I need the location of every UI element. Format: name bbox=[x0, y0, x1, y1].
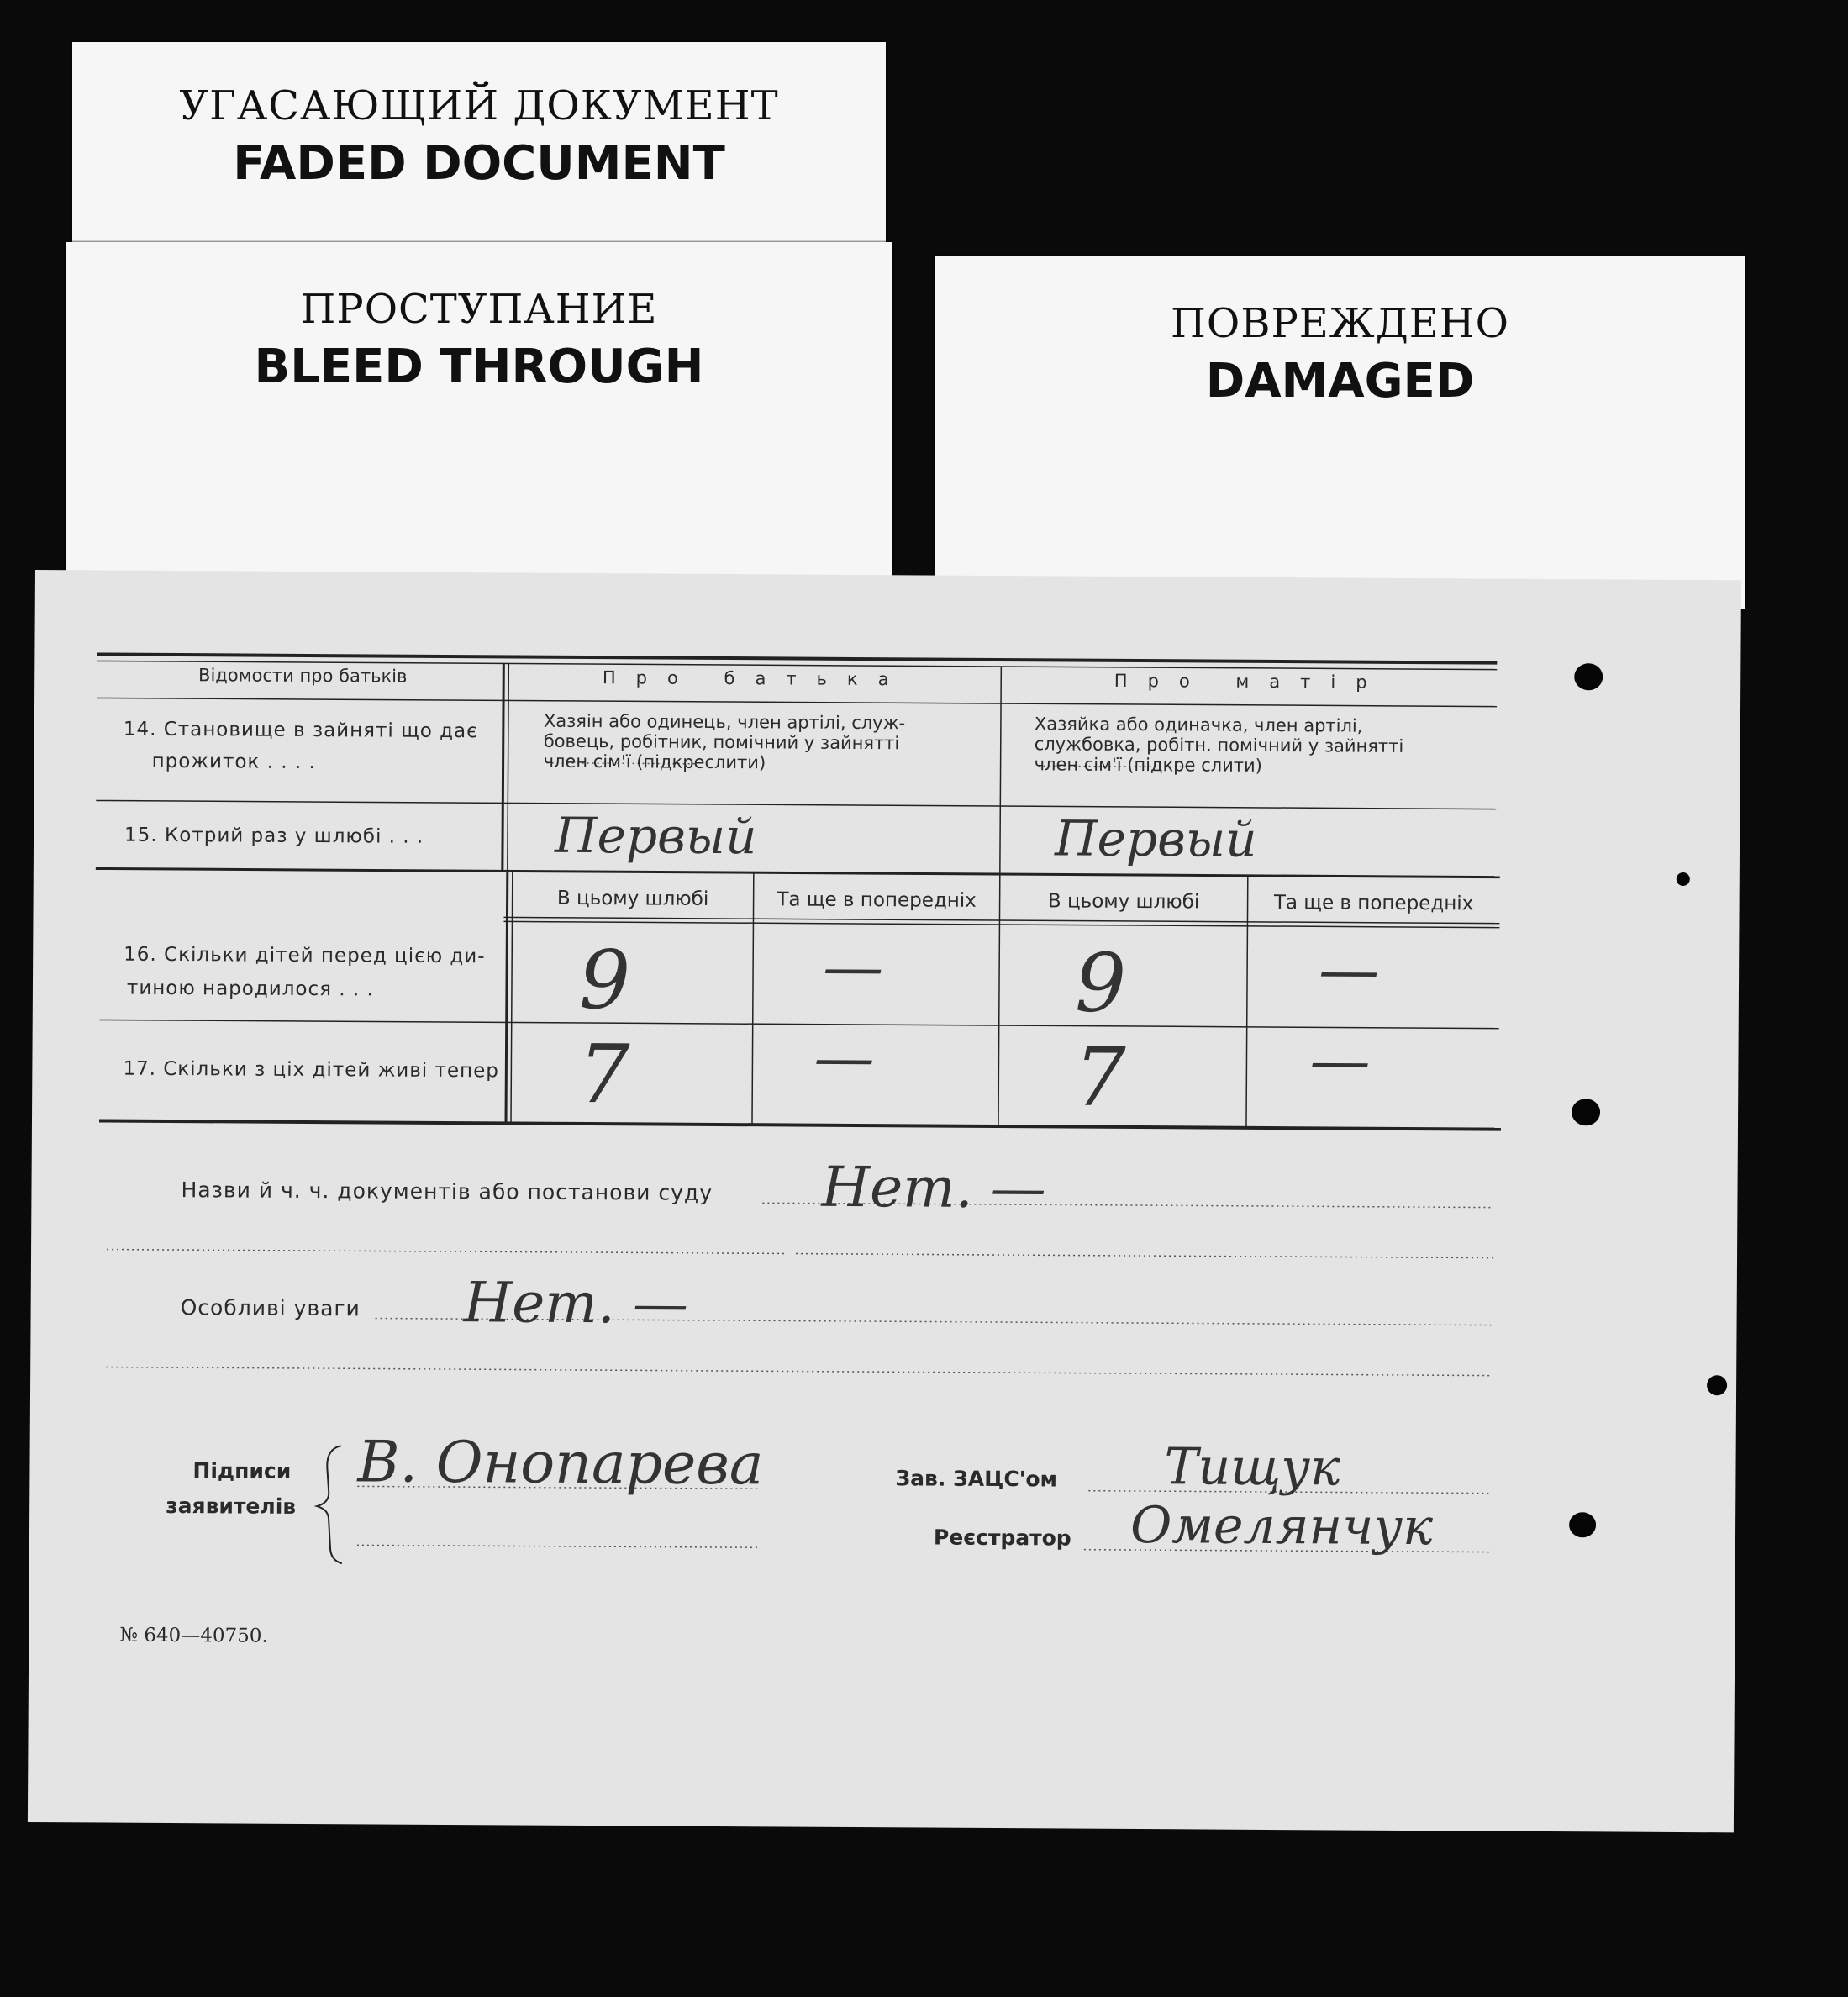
form-number: № 640—40750. bbox=[119, 1624, 268, 1647]
applicants-label-line2: заявителів bbox=[166, 1493, 297, 1519]
applicants-label-line1: Підписи bbox=[192, 1458, 292, 1483]
row16-mother-this: 9 bbox=[1074, 935, 1127, 1030]
row17-label: 17. Скільки з ціх дітей живі тепер bbox=[123, 1057, 499, 1083]
row14-father-line2: бовець, робітник, помічний у зайнятті bbox=[543, 730, 900, 754]
head-label: Зав. ЗАЦС'ом bbox=[895, 1466, 1058, 1492]
registrar-label: Реєстратор bbox=[933, 1525, 1071, 1551]
subheader-mother-previous: Та ще в попередніх bbox=[1273, 892, 1474, 915]
bleed-through-en: BLEED THROUGH bbox=[254, 340, 704, 394]
subheader-father-previous: Та ще в попередніх bbox=[777, 888, 977, 912]
bleed-through-ru: ПРОСТУПАНИЕ bbox=[300, 286, 658, 333]
row15-father-marriage-count: Первый bbox=[554, 806, 757, 866]
faded-document-ru: УГАСАЮЩИЙ ДОКУМЕНТ bbox=[179, 82, 779, 129]
row14-father-line1: Хазяін або одинець, член артілі, служ- bbox=[543, 710, 906, 734]
row15-mother-marriage-count: Первый bbox=[1054, 809, 1257, 868]
punch-hole bbox=[1574, 663, 1603, 690]
row17-mother-prev: — bbox=[1309, 1025, 1371, 1096]
remarks-label: Особливі уваги bbox=[180, 1295, 361, 1321]
registrar-signature: Омелянчук bbox=[1129, 1495, 1434, 1557]
punch-hole bbox=[1569, 1512, 1596, 1537]
registration-form bbox=[28, 570, 1741, 1832]
header-parents-info: Відомости про батьків bbox=[198, 665, 408, 687]
faded-document-en: FADED DOCUMENT bbox=[233, 136, 725, 191]
row14-label-line2: прожиток . . . . bbox=[151, 750, 316, 774]
subheader-father-this-marriage: В цьому шлюбі bbox=[556, 887, 709, 910]
damaged-ru: ПОВРЕЖДЕНО bbox=[1170, 300, 1510, 347]
row14-mother-line1: Хазяйка або одиначка, член артілі, bbox=[1034, 714, 1363, 736]
damaged-en: DAMAGED bbox=[1205, 354, 1475, 408]
punch-hole bbox=[1572, 1099, 1600, 1125]
row17-father-prev: — bbox=[813, 1021, 875, 1093]
row14-father-line3: член сім'ї (підкреслити) bbox=[543, 751, 766, 773]
punch-hole bbox=[1677, 872, 1690, 886]
row17-father-this: 7 bbox=[578, 1026, 630, 1122]
header-about-father: Про батька bbox=[602, 667, 909, 690]
row16-father-prev: — bbox=[822, 930, 884, 1003]
documents-label: Назви й ч. ч. документів або постанови суду bbox=[181, 1178, 713, 1205]
row16-label-line2: тиною народилося . . . bbox=[126, 977, 374, 1001]
row16-mother-prev: — bbox=[1318, 934, 1380, 1005]
row14-mother-line3: член сім'ї (підкре слити) bbox=[1034, 754, 1262, 776]
documents-value: Нет. — bbox=[821, 1154, 1046, 1221]
bleed-through-card bbox=[66, 242, 892, 578]
damaged-card bbox=[935, 256, 1745, 609]
applicant-signature: В. Онопарева bbox=[357, 1429, 764, 1499]
row14-label-line1: 14. Становище в зайняті що дає bbox=[123, 718, 478, 743]
header-about-mother: Про матір bbox=[1114, 670, 1387, 693]
row17-mother-this: 7 bbox=[1073, 1030, 1126, 1125]
remarks-value: Нет. — bbox=[463, 1270, 689, 1336]
punch-hole bbox=[1707, 1375, 1727, 1395]
row16-label-line1: 16. Скільки дітей перед цією ди- bbox=[124, 943, 486, 968]
subheader-mother-this-marriage: В цьому шлюбі bbox=[1047, 890, 1200, 914]
row16-father-this: 9 bbox=[578, 932, 631, 1028]
head-signature: Тищук bbox=[1164, 1437, 1341, 1498]
row14-mother-line2: службовка, робітн. помічний у зайнятті bbox=[1034, 734, 1404, 756]
row15-label: 15. Котрий раз у шлюбі . . . bbox=[124, 824, 424, 848]
